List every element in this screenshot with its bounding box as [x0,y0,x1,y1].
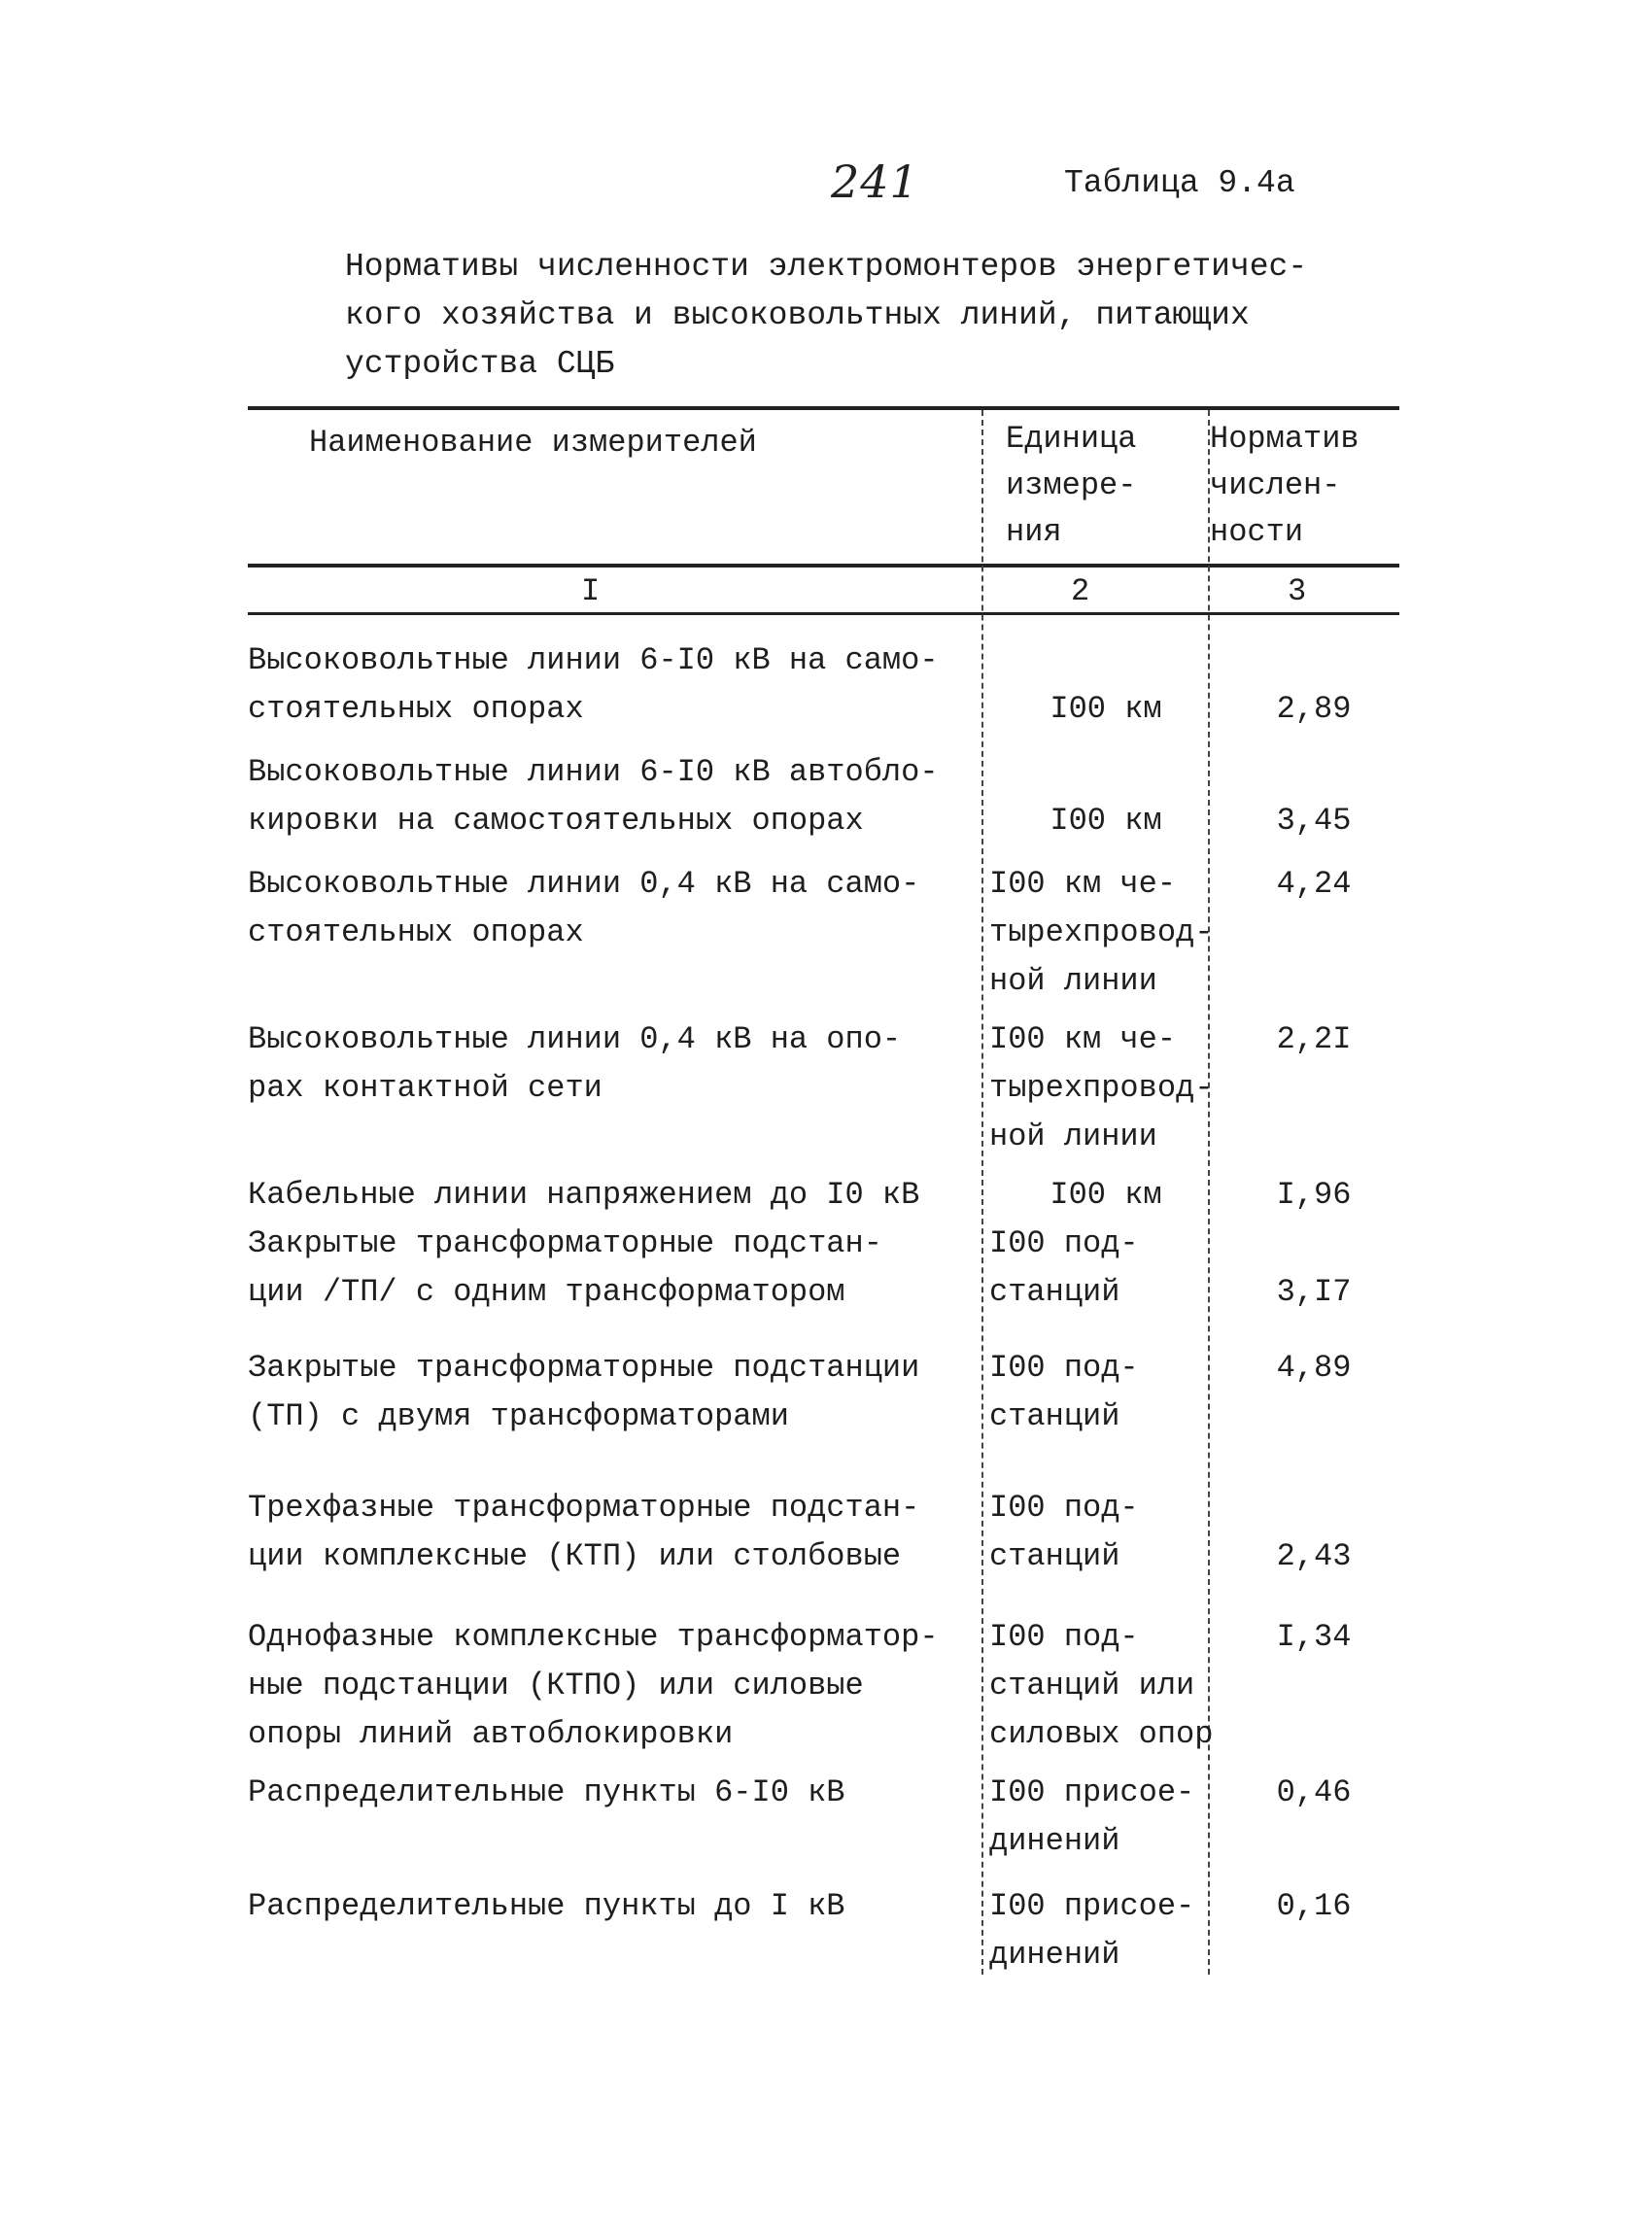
row-3-unit: I00 км че- тырехпровод- ной линии [989,866,1214,999]
row-1-name: Высоковольтные линии 6-I0 кВ на само- стоятельных опорах [248,642,939,727]
row-10-value: 0,46 [1276,1774,1352,1810]
row-2-name: Высоковольтные линии 6-I0 кВ автобло- кировки на самостоятельных опорах [248,754,939,839]
row-6-unit: I00 под- станций [989,1225,1139,1310]
row-9-unit: I00 под- станций или силовых опор [989,1619,1214,1752]
row-3-value: 4,24 [1276,866,1352,902]
row-11-value: 0,16 [1276,1888,1352,1924]
table-caption: Таблица 9.4а [1064,165,1295,201]
row-5-name: Кабельные линии напряжением до I0 кВ [248,1177,920,1213]
row-3-name: Высоковольтные линии 0,4 кВ на само- стоятельных опорах [248,866,920,950]
header-norm: Норматив числен- ности [1210,421,1359,550]
column-divider-1 [981,410,983,1975]
row-7-name: Закрытые трансформаторные подстанции (ТП) с двумя трансформаторами [248,1350,920,1434]
row-9-name: Однофазные комплексные трансформатор- ные подстанции (КТПО) или силовые опоры линий автоблокировки [248,1619,939,1752]
document-title: Нормативы численности электромонтеров энергетичес- кого хозяйства и высоковольтных линий, питающих устройства СЦБ [345,249,1308,382]
row-11-name: Распределительные пункты до I кВ [248,1888,845,1924]
page-number: 241 [831,155,919,208]
column-number-3: 3 [1288,573,1307,609]
row-8-unit: I00 под- станций [989,1490,1139,1574]
column-number-1: I [581,573,601,609]
row-2-value: 3,45 [1276,803,1352,839]
row-4-value: 2,2I [1276,1021,1352,1057]
row-7-value: 4,89 [1276,1350,1352,1386]
row-1-unit: I00 км [1050,691,1162,727]
header-measure-name: Наименование измерителей [309,425,757,461]
header-bottom-rule [248,564,1399,568]
row-5-value: I,96 [1276,1177,1352,1213]
table-top-rule [248,406,1399,410]
column-number-2: 2 [1071,573,1090,609]
row-4-unit: I00 км че- тырехпровод- ной линии [989,1021,1214,1154]
row-7-unit: I00 под- станций [989,1350,1139,1434]
row-6-name: Закрытые трансформаторные подстан- ции /ТП/ с одним трансформатором [248,1225,882,1310]
row-10-name: Распределительные пункты 6-I0 кВ [248,1774,845,1810]
row-11-unit: I00 присое- динений [989,1888,1195,1973]
row-5-unit: I00 км [1050,1177,1162,1213]
row-6-value: 3,I7 [1276,1274,1352,1310]
row-8-value: 2,43 [1276,1538,1352,1574]
header-unit: Единица измере- ния [1006,421,1137,550]
row-8-name: Трехфазные трансформаторные подстан- ции комплексные (КТП) или столбовые [248,1490,920,1574]
row-10-unit: I00 присое- динений [989,1774,1195,1859]
row-2-unit: I00 км [1050,803,1162,839]
row-1-value: 2,89 [1276,691,1352,727]
row-9-value: I,34 [1276,1619,1352,1655]
column-numbers-rule [248,612,1399,615]
row-4-name: Высоковольтные линии 0,4 кВ на опо- рах контактной сети [248,1021,902,1106]
